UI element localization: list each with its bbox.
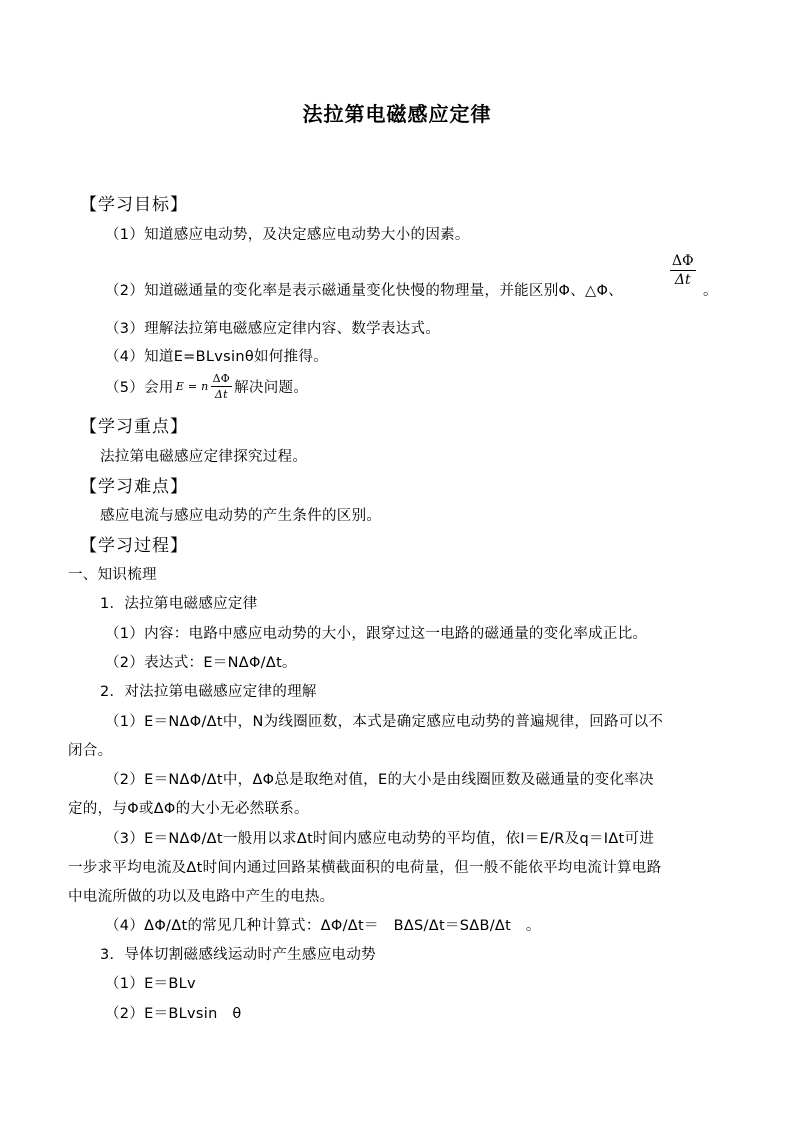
goal-2-end: 。 [703,283,718,299]
item-2-paragraph-3-line-3: 中电流所做的功以及电路中产生的电热。 [68,889,335,905]
fraction-numerator: ΔΦ [672,253,694,269]
section-heading-key: 【学习重点】 [80,417,188,437]
item-2-paragraph-1-line-2: 闭合。 [68,743,113,759]
item-3-paragraph-2: （2）E＝BLvsin θ [105,1006,242,1022]
section-heading-difficult: 【学习难点】 [80,477,188,497]
formula-numerator: ΔΦ [212,372,231,385]
part-heading: 一、知识梳理 [68,567,157,583]
goal-5-suffix: 解决问题。 [234,380,309,396]
page-title: 法拉第电磁感应定律 [302,102,492,126]
item-3-paragraph-1: （1）E＝BLv [105,976,196,992]
goal-2: （2）知道磁通量的变化率是表示磁通量变化快慢的物理量，并能区别Φ、△Φ、 [105,283,623,299]
item-1-paragraph-1: （1）内容：电路中感应电动势的大小，跟穿过这一电路的磁通量的变化率成正比。 [105,626,648,642]
item-2-paragraph-3-line-2: 一步求平均电流及Δt时间内通过回路某横截面积的电荷量，但一般不能依平均电流计算电路 [68,860,662,876]
goal-5 [105,373,308,400]
item-2-paragraph-1-line-1: （1）E＝NΔΦ/Δt中，N为线圈匝数，本式是确定感应电动势的普遍规律，回路可以不 [105,714,664,730]
formula-lhs: E = n [175,380,209,393]
emf-formula [176,373,232,400]
item-1-heading: 1．法拉第电磁感应定律 [100,596,258,612]
item-1-paragraph-2: （2）表达式：E＝NΔΦ/Δt。 [105,655,297,671]
goal-5-prefix: （5）会用 [105,380,174,396]
item-2-heading: 2．对法拉第电磁感应定律的理解 [100,684,317,700]
item-2-paragraph-4: （4）ΔΦ/Δt的常见几种计算式：ΔΦ/Δt＝ BΔS/Δt＝SΔB/Δt 。 [105,918,541,934]
item-2-paragraph-2-line-2: 定的，与Φ或ΔΦ的大小无必然联系。 [68,801,309,817]
goal-1: （1）知道感应电动势，及决定感应电动势大小的因素。 [105,227,470,243]
section-heading-goals: 【学习目标】 [80,195,188,215]
goal-3: （3）理解法拉第电磁感应定律内容、数学表达式。 [105,321,441,337]
key-text: 法拉第电磁感应定律探究过程。 [100,449,308,465]
section-heading-process: 【学习过程】 [80,536,188,556]
formula-denominator: Δt [214,388,228,401]
item-2-paragraph-2-line-1: （2）E＝NΔΦ/Δt中，ΔΦ总是取绝对值，E的大小是由线圈匝数及磁通量的变化率决 [105,772,654,788]
formula-fraction-bar [211,386,233,387]
item-2-paragraph-3-line-1: （3）E＝NΔΦ/Δt一般用以求Δt时间内感应电动势的平均值，依I＝E/R及q＝IΔt可进 [105,831,655,847]
item-3-heading: 3．导体切割磁感线运动时产生感应电动势 [100,947,376,963]
delta-phi-over-delta-t-fraction [670,254,696,287]
fraction-denominator: Δt [674,272,691,288]
fraction-bar [670,270,696,271]
goal-4: （4）知道E=BLvsinθ如何推得。 [105,349,328,365]
difficult-text: 感应电流与感应电动势的产生条件的区别。 [100,508,382,524]
